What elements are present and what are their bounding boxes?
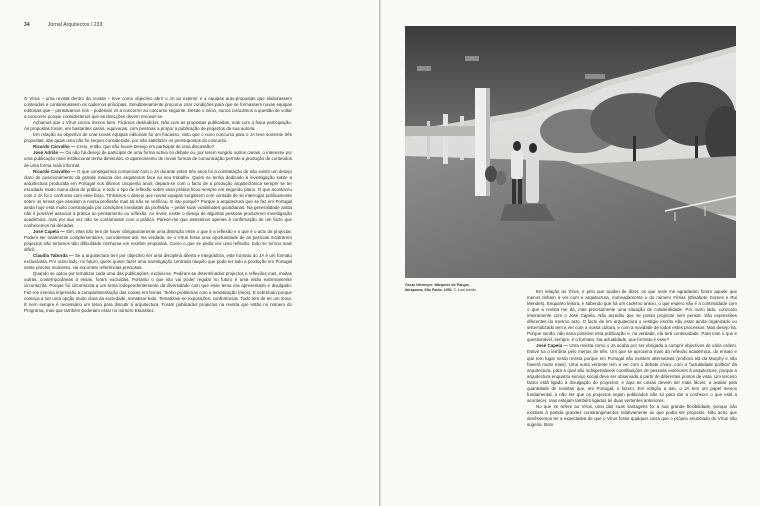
paragraph: Achamos que o Vírus correu menos bem. Ficámos desiludidos. Não com as propostas publicadas, mas com a fraca participação. As propostas foram, em bastantes casos, equívocas, com pessoas a propor a publicação de projectos da sua autoria. xyxy=(24,120,292,132)
page-header xyxy=(24,22,102,28)
right-page xyxy=(381,0,760,506)
paragraph: Em relação ao objectivo de criar novas equipas editoriais foi um fracasso, visto que o novo concurso para o JA teve somente três propostas, das quais uma não foi sequer considerada, por não satisfazer os pressupostos do concurso. xyxy=(24,132,292,144)
right-text-column xyxy=(527,289,737,428)
paragraph: José Capela — Sim. Mas não tem de haver obrigatoriamente uma distinção entre o que é a reflexão e o que é o acto de projectar. Podem ser totalmente complementares, coincidentes até. Na verdade, se o Vírus fosse uma oportunidade de as pessoas mostrarem projectos não teríamos tido dificuldade nenhuma em receber propostas. Como o que se pedia era uma reflexão, tudo se tornou mais difícil. xyxy=(24,229,292,253)
page-number: 34 xyxy=(24,22,30,28)
paragraph: Ricardo Carvalho — Creio, então, que não houve Desejo em participar de uma discussão? xyxy=(33,144,215,150)
paragraph: Ricardo Carvalho — O que conseguimos comprovar com o JA durante estes três anos foi a constatação de não existir um desejo claro de posicionamento da grande maioria dos arquitectos face ao seu trabalho. Quem se tenha dedicado à investigação sobre a arquitectura produzida em Portugal nos últimos cinquenta anos, depara-se com o facto de a produção arquitectónica sempre se ter escudado muito numa ideia de prática, e todo o tipo de reflexão sobre essa prática ficou sempre em segundo plano. O que aconteceu com o JA foi o confronto com esse facto. Tínhamos o desejo que novas equipas surgissem com vontade de se interrogar publicamente sobre os temas que assolam a nossa profissão mas tal não se verificou. E isto porquê? Porque a arquitectura que se faz em Portugal ainda hoje está muito constrangida por condições imediatas da profissão – pelas suas vicissitudes quotidianas. Na generalidade ainda não é possível associar a prática ao pensamento ou reflexão. Ao invés, existe o desejo de algumas pessoas produzirem investigação académica, mas por sua vez não se contaminam com a prática. Parece-me que assistimos apenas à confirmação de um facto que conhecemos há décadas. xyxy=(24,168,292,228)
marquise-photo-image xyxy=(405,26,736,278)
left-text-column xyxy=(24,96,292,314)
photo-caption: Oscar Niemeyer: Marquise do Parque, Ibirapuera, São Paulo, 1951. © José Adrião xyxy=(405,283,477,292)
paragraph: Em relação ao Vírus, e pelo que acabei de dizer, os que mais me agradaram foram aquele que menos tinham a ver com a arquitectura, nomeadamente o do número Férias (Elisabete Gomes e Rui Mendes). Enquanto leitora, e sabendo que há um caderno anexo, o que espero não é a continuidade com o que a revista me dá, mas precisamente uma situação de colateralidade. Por outro lado, concordo inteiramente com o José Capela. Não acredito que se possa projectar sem pensar. São expressões diferentes do mesmo acto. O facto de em arquitectura o vestígio escrito não estar ainda organizado ou sistematizado tem a ver com a nossa cultura, e com a novidade de todos estes processos. Mas desejo há. Porque senão, não seria possível esta publicação e, na verdade, ela terá continuidade. Para mim o que é questionável, sempre, é o formato. Na actualidade, que formato é esse? xyxy=(527,289,737,343)
paragraph: Claudia Taborda — Se a arquitectura tem por objectivo ser uma disciplina aberta e integradora, este formato do JA é um formato exclusivista. Por outro lado, no futuro, quem quiser fazer uma investigação centrada naquilo que pode ter sido a produção em Portugal neste preciso momento, vai encontrar referências preciosas. xyxy=(24,253,293,271)
paragraph: O Vírus – uma revista dentro da revista – teve como objectivo abrir o JA ao exterior e a equipas auto-propostas que elaborassem conteúdos e contaminassem os cadernos principais. Simultaneamente procurou criar condições para que se formassem novas equipas editoriais que – pensávamos nós – poderiam vir a concorrer ao concurso seguinte. Desde o início, nunca colocámos a questão de voltar a concorrer porque considerámos que as direcções devem renovar-se. xyxy=(24,96,292,120)
paragraph: No que se refere ao Vírus, uma das suas vantagens foi a sua grande flexibilidade, porque não existiam à partida grandes constrangimentos relativamente ao que podia ser proposto. Não acho que devêssemos ter a expectativa de que o Vírus fosse qualquer coisa que o próprio enunciado do Vírus não sugeria. Bom. xyxy=(527,403,737,428)
architecture-photo xyxy=(405,26,736,278)
running-head: Jornal Arquitectos / 233 xyxy=(47,22,103,28)
paragraph: José Adrião — Ou não há desejo de participar de uma forma activa no debate ou, por terem surgido outros canais, o interesse por uma publicação mais institucional tenha diminuído. O aparecimento de novas formas de comunicação permite a produção de conteúdos de uma forma mais informal. xyxy=(24,150,292,168)
paragraph: José Capela — Uma revista como o JA acaba por ser obrigada a cumprir objectivos de vária ordem. Estive na o lembrar pelo menos de três. Um que se aproxima mais da reflexão académica, do ensaio e que tem lugar nesta revista porque em Portugal não existem alternativas (embora ela da Murphy e não haverá muito mais). Uma outra vertente tem a ver com o debate cívico, com a "actualidade política" da arquitectura, para a qual são indispensáveis contribuições de pessoas exteriores à arquitectura, porque a arquitectura enquanto serviço social deve ser observada a partir de diferentes pontos de vista. Um terceiro factor está ligado à divulgação de projectos, e aqui as coisas devem ser mais fáceis, a avaliar pela quantidade de revistas que, em Portugal, o fazem. Em relação a isto, o JA tem um papel menos fundamental, a não ser que os projectos sejam publicados não só para dar a conhecer o que está a acontecer, mas estejam também ligados às duas vertentes anteriores. xyxy=(527,343,737,403)
paragraph: Quando se optou por tematizar cada uma das publicações, excluiu-se. Pediram-se determinados projectos e reflexões mas, muitas outras, contemporâneas a essas, foram excluídas. Portanto o que isto vai poder regular no futuro é uma visão extremamente circunscrita. Porque foi circunscrita a um tema independentemente da diversidade com que esse tema era apresentado e divulgado. Faz-me imensa impressão a compartimentação das coisas em temas. Tenho problemas com a tematização (risos). E sobretudo porque começa a ser uma opção muito clara da sociedade, tematizar tudo. Tematizam-se exposições, conferências. Tudo tem de ter um tema. E nem sempre é necessário um tema para discutir a arquitectura. Foram publicados projectos na revista que estão no número do Programa, mas que também poderiam estar no número Escassez. xyxy=(24,271,292,313)
left-page xyxy=(0,0,379,506)
